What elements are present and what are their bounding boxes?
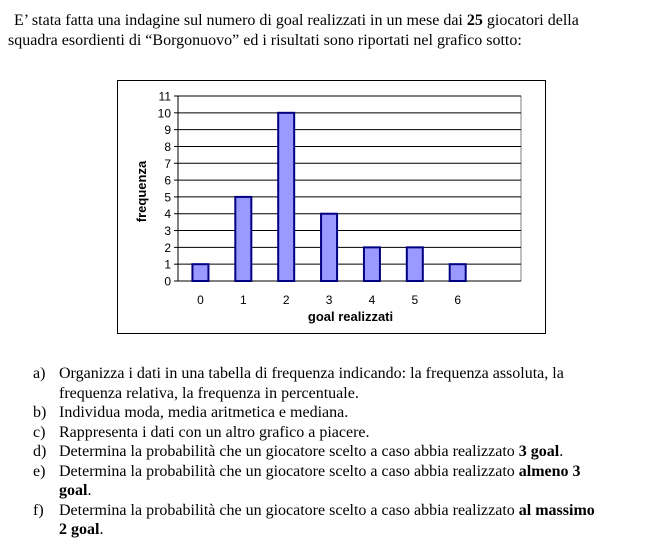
question-item (33, 423, 653, 443)
question-text-bold: al massimo (518, 501, 595, 519)
bar (278, 113, 294, 281)
x-axis-title: goal realizzati (307, 309, 394, 324)
question-marker: e) (33, 462, 46, 480)
question-item (33, 364, 653, 403)
players-count: 25 (466, 12, 483, 29)
question-text-plain: frequenza relativa, la frequenza in percentuale. (59, 384, 359, 402)
chart-canvas (118, 81, 547, 335)
intro-line-1 (8, 11, 648, 31)
question-text (59, 501, 653, 540)
intro-line-2: squadra esordienti di “Borgonuovo” ed i risultati sono riportati nel grafico sotto: (8, 32, 522, 49)
question-text-plain: Determina la probabilità che un giocatore scelto a caso abbia realizzato (59, 462, 519, 480)
question-text-plain: Determina la probabilità che un giocatore scelto a caso abbia realizzato (59, 501, 519, 519)
question-text-bold: 3 goal (518, 443, 560, 460)
question-item (33, 442, 653, 462)
y-tick-label: 8 (164, 139, 171, 154)
x-tick-label: 4 (368, 293, 376, 307)
x-tick-label: 5 (411, 293, 419, 307)
bar (407, 247, 423, 281)
y-tick-label: 10 (157, 106, 171, 121)
x-tick-label: 2 (282, 293, 290, 307)
y-tick-label: 6 (164, 173, 171, 188)
questions-list (33, 364, 653, 540)
question-marker: d) (33, 443, 47, 460)
question-text (59, 423, 653, 443)
question-text (59, 462, 653, 501)
intro-paragraph (8, 11, 648, 51)
question-marker: c) (33, 423, 46, 441)
bar-chart (117, 80, 546, 334)
question-text-bold: goal (59, 482, 88, 499)
x-tick-label: 0 (197, 293, 204, 307)
y-tick-label: 9 (164, 123, 171, 138)
y-tick-label: 11 (158, 89, 171, 104)
y-tick-label: 4 (164, 207, 171, 222)
bar (450, 264, 466, 281)
question-text (59, 364, 653, 403)
question-marker: a) (33, 365, 46, 382)
bar (364, 247, 380, 281)
bar (235, 197, 251, 281)
question-text-plain: Individua moda, media aritmetica e mediana. (59, 404, 349, 421)
question-text-tail: . (559, 443, 564, 460)
question-text-tail: . (87, 482, 92, 499)
question-item (33, 403, 653, 423)
question-item (33, 462, 653, 501)
intro-text-2: giocatori della (482, 12, 579, 29)
y-tick-label: 2 (164, 240, 171, 255)
y-tick-label: 7 (164, 156, 171, 171)
x-tick-label: 3 (325, 293, 333, 307)
y-tick-label: 3 (164, 224, 171, 239)
question-text (59, 403, 653, 423)
question-item (33, 501, 653, 540)
question-marker: b) (33, 404, 47, 421)
x-tick-label: 1 (239, 293, 247, 307)
question-text (59, 442, 653, 462)
question-text-plain: Organizza i dati in una tabella di frequenza indicando: la frequenza assoluta, la (59, 365, 564, 382)
question-text-plain: Rappresenta i dati con un altro grafico a piacere. (59, 423, 370, 441)
question-text-plain: Determina la probabilità che un giocatore scelto a caso abbia realizzato (59, 443, 519, 460)
y-axis-title: frequenza (134, 160, 149, 223)
y-tick-label: 0 (164, 274, 171, 289)
plot-area (178, 96, 521, 281)
intro-text-1: E’ stata fatta una indagine sul numero di goal realizzati in un mese dai (14, 12, 467, 29)
y-tick-label: 1 (164, 257, 171, 272)
question-text-bold: almeno 3 (518, 462, 581, 480)
question-text-tail: . (99, 521, 104, 538)
question-text-bold: 2 goal (59, 521, 100, 538)
y-tick-label: 5 (164, 190, 171, 205)
bar (192, 264, 208, 281)
bar (321, 214, 337, 281)
x-tick-label: 6 (454, 293, 462, 307)
question-marker: f) (33, 501, 44, 519)
